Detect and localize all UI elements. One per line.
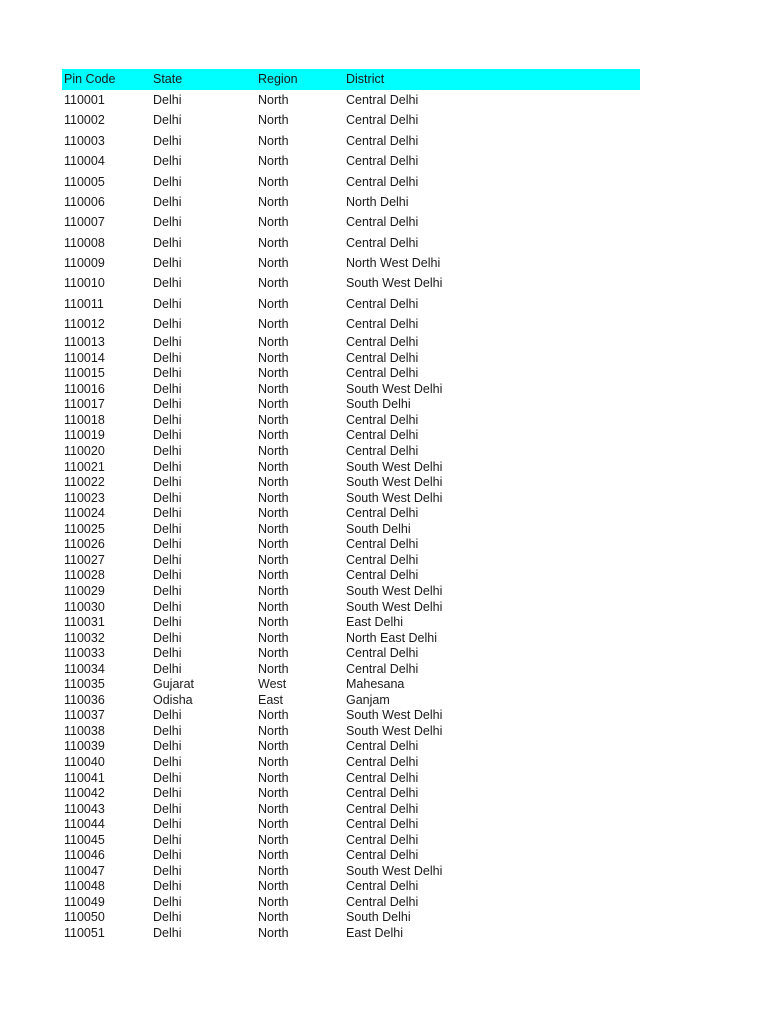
pin-code-cell: 110040 [64, 754, 105, 769]
state-cell: Delhi [153, 506, 182, 521]
header-state: State [153, 72, 183, 87]
state-cell: Delhi [153, 537, 182, 552]
region-cell: North [258, 817, 289, 832]
pin-code-cell: 110044 [64, 817, 105, 832]
table-row [62, 335, 640, 351]
table-row [62, 475, 640, 491]
pin-code-cell: 110028 [64, 568, 105, 583]
region-cell: North [258, 133, 289, 148]
region-cell: North [258, 459, 289, 474]
state-cell: Delhi [153, 154, 182, 169]
region-cell: North [258, 428, 289, 443]
region-cell: North [258, 444, 289, 459]
pin-code-cell: 110006 [64, 194, 105, 209]
region-cell: North [258, 296, 289, 311]
table-row [62, 863, 640, 879]
district-cell: South West Delhi [346, 583, 443, 598]
region-cell: North [258, 350, 289, 365]
district-cell: Mahesana [346, 677, 405, 692]
pin-code-cell: 110041 [64, 770, 105, 785]
pin-code-cell: 110045 [64, 832, 105, 847]
pin-code-cell: 110019 [64, 428, 105, 443]
pin-code-cell: 110038 [64, 723, 105, 738]
state-cell: Delhi [153, 521, 182, 536]
district-cell: North West Delhi [346, 256, 441, 271]
table-row [62, 786, 640, 802]
district-cell: South West Delhi [346, 599, 443, 614]
district-cell: Central Delhi [346, 335, 419, 350]
region-cell: North [258, 412, 289, 427]
table-row [62, 90, 640, 110]
district-cell: Central Delhi [346, 770, 419, 785]
pin-code-cell: 110008 [64, 235, 105, 250]
pin-code-cell: 110012 [64, 317, 105, 332]
table-row [62, 832, 640, 848]
district-cell: Ganjam [346, 692, 390, 707]
pin-code-cell: 110013 [64, 335, 105, 350]
table-row [62, 708, 640, 724]
table-row [62, 366, 640, 382]
table-row [62, 848, 640, 864]
region-cell: North [258, 113, 289, 128]
table-row [62, 910, 640, 926]
district-cell: Central Delhi [346, 215, 419, 230]
table-row [62, 770, 640, 786]
region-cell: North [258, 583, 289, 598]
district-cell: Central Delhi [346, 848, 419, 863]
district-cell: Central Delhi [346, 506, 419, 521]
state-cell: Delhi [153, 848, 182, 863]
table-row [62, 568, 640, 584]
state-cell: Delhi [153, 708, 182, 723]
region-cell: North [258, 521, 289, 536]
region-cell: North [258, 910, 289, 925]
region-cell: North [258, 475, 289, 490]
table-row [62, 630, 640, 646]
pin-code-cell: 110050 [64, 910, 105, 925]
state-cell: Delhi [153, 646, 182, 661]
table-row [62, 661, 640, 677]
state-cell: Delhi [153, 215, 182, 230]
state-cell: Delhi [153, 583, 182, 598]
pin-code-cell: 110011 [64, 296, 104, 311]
district-cell: Central Delhi [346, 350, 419, 365]
region-cell: North [258, 568, 289, 583]
state-cell: Delhi [153, 894, 182, 909]
table-row [62, 490, 640, 506]
state-cell: Delhi [153, 459, 182, 474]
region-cell: North [258, 154, 289, 169]
state-cell: Delhi [153, 801, 182, 816]
region-cell: North [258, 630, 289, 645]
pin-code-cell: 110005 [64, 174, 105, 189]
pin-code-cell: 110015 [64, 366, 105, 381]
district-cell: South West Delhi [346, 459, 443, 474]
table-row [62, 131, 640, 151]
region-cell: North [258, 646, 289, 661]
region-cell: North [258, 235, 289, 250]
region-cell: North [258, 506, 289, 521]
table-row [62, 506, 640, 522]
district-cell: Central Delhi [346, 412, 419, 427]
region-cell: North [258, 599, 289, 614]
district-cell: Central Delhi [346, 754, 419, 769]
state-cell: Delhi [153, 599, 182, 614]
table-row [62, 350, 640, 366]
pin-code-cell: 110014 [64, 350, 105, 365]
region-cell: North [258, 661, 289, 676]
table-row [62, 537, 640, 553]
table-row [62, 801, 640, 817]
district-cell: South Delhi [346, 910, 411, 925]
header-pin-code: Pin Code [64, 72, 116, 87]
state-cell: Delhi [153, 615, 182, 630]
pin-code-cell: 110010 [64, 276, 105, 291]
state-cell: Delhi [153, 568, 182, 583]
state-cell: Delhi [153, 133, 182, 148]
pin-code-cell: 110007 [64, 215, 105, 230]
district-cell: Central Delhi [346, 568, 419, 583]
region-cell: North [258, 490, 289, 505]
region-cell: North [258, 256, 289, 271]
district-cell: Central Delhi [346, 786, 419, 801]
pin-code-cell: 110051 [64, 925, 105, 940]
district-cell: North East Delhi [346, 630, 438, 645]
district-cell: Central Delhi [346, 801, 419, 816]
pin-code-cell: 110030 [64, 599, 105, 614]
pin-code-cell: 110039 [64, 739, 105, 754]
table-row [62, 817, 640, 833]
state-cell: Delhi [153, 490, 182, 505]
table-row [62, 110, 640, 130]
state-cell: Delhi [153, 739, 182, 754]
region-cell: North [258, 723, 289, 738]
region-cell: North [258, 397, 289, 412]
state-cell: Delhi [153, 335, 182, 350]
region-cell: North [258, 174, 289, 189]
region-cell: North [258, 194, 289, 209]
table-row [62, 151, 640, 171]
table-row [62, 615, 640, 631]
district-cell: South West Delhi [346, 276, 443, 291]
state-cell: Delhi [153, 381, 182, 396]
state-cell: Delhi [153, 832, 182, 847]
pin-code-cell: 110004 [64, 154, 105, 169]
region-cell: North [258, 381, 289, 396]
state-cell: Delhi [153, 630, 182, 645]
pin-code-cell: 110036 [64, 692, 105, 707]
district-cell: Central Delhi [346, 444, 419, 459]
pin-code-cell: 110022 [64, 475, 105, 490]
state-cell: Delhi [153, 317, 182, 332]
district-cell: Central Delhi [346, 537, 419, 552]
table-row [62, 723, 640, 739]
state-cell: Delhi [153, 428, 182, 443]
pin-code-cell: 110017 [64, 397, 105, 412]
state-cell: Delhi [153, 194, 182, 209]
state-cell: Delhi [153, 910, 182, 925]
district-cell: Central Delhi [346, 817, 419, 832]
table-row [62, 428, 640, 444]
pin-code-cell: 110046 [64, 848, 105, 863]
state-cell: Delhi [153, 817, 182, 832]
table-row [62, 192, 640, 212]
region-cell: West [258, 677, 287, 692]
pin-code-cell: 110042 [64, 786, 105, 801]
pin-code-cell: 110026 [64, 537, 105, 552]
pin-code-cell: 110047 [64, 863, 105, 878]
header-region: Region [258, 72, 298, 87]
state-cell: Odisha [153, 692, 193, 707]
state-cell: Delhi [153, 235, 182, 250]
district-cell: North Delhi [346, 194, 409, 209]
pin-code-cell: 110002 [64, 113, 105, 128]
state-cell: Delhi [153, 397, 182, 412]
state-cell: Delhi [153, 723, 182, 738]
table-row [62, 754, 640, 770]
district-cell: East Delhi [346, 925, 403, 940]
region-cell: North [258, 786, 289, 801]
district-cell: South West Delhi [346, 490, 443, 505]
district-cell: Central Delhi [346, 739, 419, 754]
region-cell: North [258, 92, 289, 107]
pin-code-cell: 110035 [64, 677, 105, 692]
state-cell: Delhi [153, 256, 182, 271]
district-cell: Central Delhi [346, 428, 419, 443]
region-cell: North [258, 739, 289, 754]
table-row [62, 397, 640, 413]
state-cell: Delhi [153, 786, 182, 801]
region-cell: North [258, 894, 289, 909]
table-row [62, 212, 640, 232]
region-cell: North [258, 770, 289, 785]
region-cell: North [258, 317, 289, 332]
district-cell: South West Delhi [346, 863, 443, 878]
table-row [62, 879, 640, 895]
district-cell: Central Delhi [346, 317, 419, 332]
region-cell: North [258, 366, 289, 381]
region-cell: North [258, 925, 289, 940]
pin-code-cell: 110009 [64, 256, 105, 271]
pin-code-cell: 110033 [64, 646, 105, 661]
district-cell: Central Delhi [346, 113, 419, 128]
district-cell: Central Delhi [346, 552, 419, 567]
state-cell: Delhi [153, 661, 182, 676]
pin-code-cell: 110034 [64, 661, 105, 676]
pin-code-cell: 110001 [64, 92, 105, 107]
region-cell: North [258, 879, 289, 894]
district-cell: Central Delhi [346, 646, 419, 661]
table-row [62, 894, 640, 910]
region-cell: East [258, 692, 284, 707]
district-cell: Central Delhi [346, 879, 419, 894]
state-cell: Delhi [153, 863, 182, 878]
table-row [62, 739, 640, 755]
table-row [62, 274, 640, 294]
region-cell: North [258, 537, 289, 552]
pin-code-cell: 110003 [64, 133, 105, 148]
region-cell: North [258, 215, 289, 230]
header-district: District [346, 72, 385, 87]
table-header-row [62, 69, 640, 90]
district-cell: Central Delhi [346, 296, 419, 311]
table-row [62, 233, 640, 253]
district-cell: Central Delhi [346, 366, 419, 381]
table-row [62, 294, 640, 314]
district-cell: Central Delhi [346, 133, 419, 148]
region-cell: North [258, 754, 289, 769]
table-row [62, 314, 640, 334]
region-cell: North [258, 708, 289, 723]
district-cell: East Delhi [346, 615, 403, 630]
pin-code-table [62, 69, 640, 941]
table-row [62, 677, 640, 693]
state-cell: Delhi [153, 113, 182, 128]
region-cell: North [258, 276, 289, 291]
region-cell: North [258, 801, 289, 816]
region-cell: North [258, 552, 289, 567]
region-cell: North [258, 615, 289, 630]
pin-code-cell: 110027 [64, 552, 105, 567]
table-row [62, 444, 640, 460]
pin-code-cell: 110048 [64, 879, 105, 894]
state-cell: Delhi [153, 174, 182, 189]
state-cell: Delhi [153, 444, 182, 459]
state-cell: Delhi [153, 879, 182, 894]
state-cell: Delhi [153, 350, 182, 365]
table-row [62, 583, 640, 599]
state-cell: Gujarat [153, 677, 194, 692]
pin-code-cell: 110025 [64, 521, 105, 536]
district-cell: Central Delhi [346, 832, 419, 847]
district-cell: South West Delhi [346, 475, 443, 490]
region-cell: North [258, 848, 289, 863]
table-row [62, 253, 640, 273]
state-cell: Delhi [153, 925, 182, 940]
pin-code-cell: 110016 [64, 381, 105, 396]
table-row [62, 692, 640, 708]
district-cell: South West Delhi [346, 708, 443, 723]
district-cell: South Delhi [346, 521, 411, 536]
state-cell: Delhi [153, 276, 182, 291]
pin-code-cell: 110024 [64, 506, 105, 521]
state-cell: Delhi [153, 412, 182, 427]
pin-code-cell: 110043 [64, 801, 105, 816]
table-row [62, 925, 640, 941]
district-cell: Central Delhi [346, 92, 419, 107]
pin-code-cell: 110020 [64, 444, 105, 459]
district-cell: Central Delhi [346, 894, 419, 909]
pin-code-cell: 110023 [64, 490, 105, 505]
table-row [62, 521, 640, 537]
table-row [62, 552, 640, 568]
district-cell: South West Delhi [346, 723, 443, 738]
district-cell: Central Delhi [346, 661, 419, 676]
pin-code-cell: 110018 [64, 412, 105, 427]
pin-code-cell: 110021 [64, 459, 105, 474]
district-cell: Central Delhi [346, 174, 419, 189]
state-cell: Delhi [153, 92, 182, 107]
table-body [62, 90, 640, 941]
table-row [62, 459, 640, 475]
state-cell: Delhi [153, 296, 182, 311]
state-cell: Delhi [153, 770, 182, 785]
pin-code-cell: 110029 [64, 583, 105, 598]
region-cell: North [258, 832, 289, 847]
region-cell: North [258, 863, 289, 878]
pin-code-cell: 110049 [64, 894, 105, 909]
state-cell: Delhi [153, 366, 182, 381]
region-cell: North [258, 335, 289, 350]
table-row [62, 381, 640, 397]
table-row [62, 172, 640, 192]
state-cell: Delhi [153, 754, 182, 769]
district-cell: Central Delhi [346, 154, 419, 169]
state-cell: Delhi [153, 475, 182, 490]
table-row [62, 412, 640, 428]
pin-code-cell: 110032 [64, 630, 105, 645]
state-cell: Delhi [153, 552, 182, 567]
district-cell: South Delhi [346, 397, 411, 412]
pin-code-cell: 110031 [64, 615, 105, 630]
table-row [62, 646, 640, 662]
district-cell: Central Delhi [346, 235, 419, 250]
pin-code-cell: 110037 [64, 708, 105, 723]
district-cell: South West Delhi [346, 381, 443, 396]
table-row [62, 599, 640, 615]
